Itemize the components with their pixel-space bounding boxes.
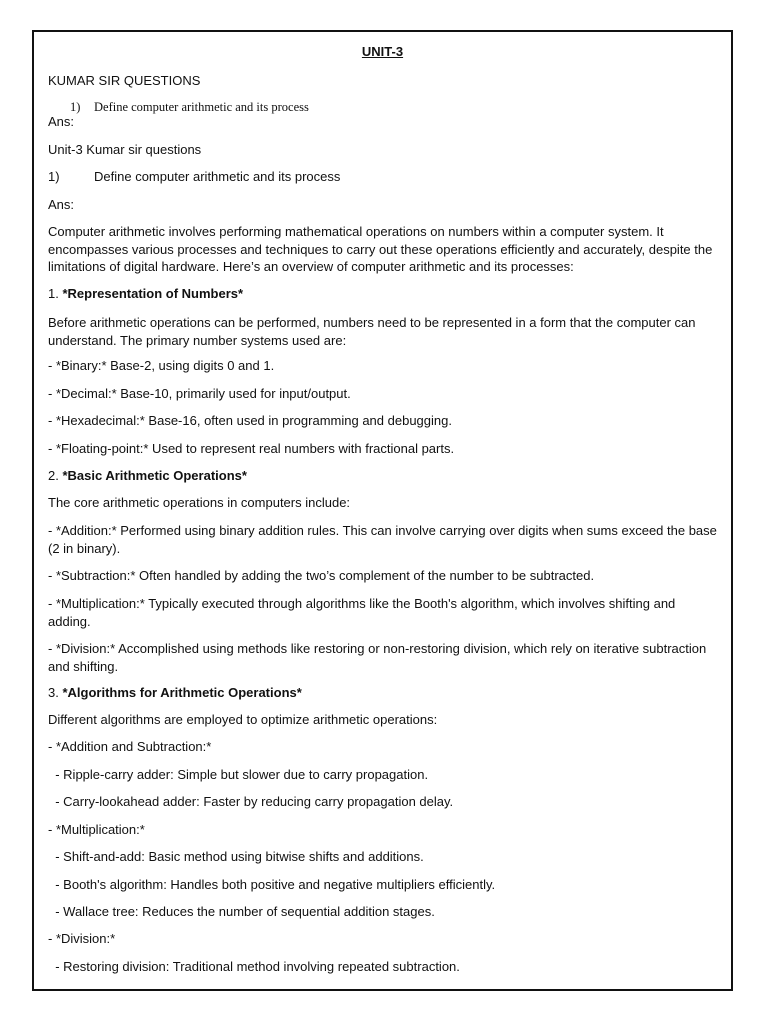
list-item: - Ripple-carry adder: Simple but slower due to carry propagation. xyxy=(48,767,429,782)
list-item: - Carry-lookahead adder: Faster by reducing carry propagation delay. xyxy=(48,794,454,809)
section-intro: Different algorithms are employed to optimize arithmetic operations: xyxy=(48,712,438,727)
question-line xyxy=(48,169,340,185)
list-item: - Restoring division: Traditional method involving repeated subtraction. xyxy=(48,959,460,974)
intro-paragraph: Computer arithmetic involves performing mathematical operations on numbers within a computer system. It encompasses various processes and techniques to carry out these operations efficiently and accurately, despite the limitations of digital hardware. Here’s an overview of computer arithmetic and its processes: xyxy=(48,224,713,274)
list-item: - *Subtraction:* Often handled by adding the two’s complement of the number to be subtracted. xyxy=(48,568,595,583)
list-item: - *Addition:* Performed using binary addition rules. This can involve carrying over digits when sums exceed the base (2 in binary). xyxy=(48,523,717,556)
section-title: *Basic Arithmetic Operations* xyxy=(62,468,247,483)
repeat-heading: Unit-3 Kumar sir questions xyxy=(48,142,202,157)
question-text: Define computer arithmetic and its process xyxy=(94,169,341,184)
section-title: *Representation of Numbers* xyxy=(62,286,244,301)
list-item: - *Multiplication:* xyxy=(48,822,145,837)
section-number: 2. xyxy=(48,468,63,483)
document-page xyxy=(32,30,733,991)
section-heading xyxy=(48,468,247,484)
list-item: - *Division:* Accomplished using methods like restoring or non-restoring division, which rely on iterative subtraction and shifting. xyxy=(48,641,707,674)
section-heading xyxy=(48,685,302,701)
question-text: Define computer arithmetic and its process xyxy=(94,100,309,114)
list-item: - *Addition and Subtraction:* xyxy=(48,739,212,754)
section-number: 1. xyxy=(48,286,63,301)
question-line-serif xyxy=(70,99,309,115)
question-number: 1) xyxy=(48,169,60,184)
questions-header: KUMAR SIR QUESTIONS xyxy=(48,73,201,88)
list-item: - *Division:* xyxy=(48,931,116,946)
section-title: *Algorithms for Arithmetic Operations* xyxy=(62,685,302,700)
list-item: - Booth's algorithm: Handles both positive and negative multipliers efficiently. xyxy=(48,877,496,892)
question-number: 1) xyxy=(70,100,81,114)
section-number: 3. xyxy=(48,685,63,700)
answer-label: Ans: xyxy=(48,197,75,212)
page-title: UNIT-3 xyxy=(361,44,404,59)
list-item: - Shift-and-add: Basic method using bitwise shifts and additions. xyxy=(48,849,424,864)
list-item: - *Binary:* Base-2, using digits 0 and 1. xyxy=(48,358,275,373)
list-item: - Wallace tree: Reduces the number of sequential addition stages. xyxy=(48,904,435,919)
list-item: - *Multiplication:* Typically executed through algorithms like the Booth's algorithm, which involves shifting and adding. xyxy=(48,596,676,629)
list-item: - *Floating-point:* Used to represent real numbers with fractional parts. xyxy=(48,441,455,456)
answer-label: Ans: xyxy=(48,114,75,129)
section-intro: The core arithmetic operations in computers include: xyxy=(48,495,351,510)
list-item: - *Hexadecimal:* Base-16, often used in programming and debugging. xyxy=(48,413,452,428)
section-heading xyxy=(48,286,243,302)
section-intro: Before arithmetic operations can be performed, numbers need to be represented in a form that the computer can understand. The primary number systems used are: xyxy=(48,315,696,348)
list-item: - *Decimal:* Base-10, primarily used for input/output. xyxy=(48,386,351,401)
